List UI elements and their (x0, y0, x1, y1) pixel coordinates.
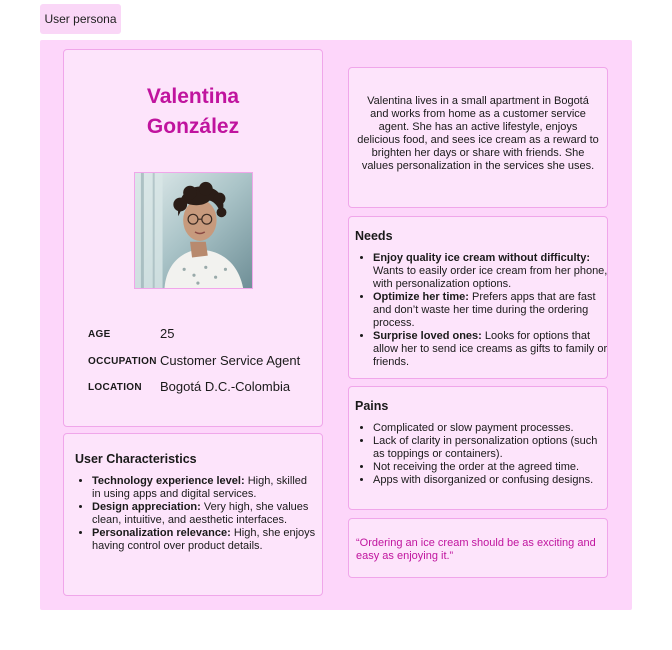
profile-card (63, 49, 323, 427)
item-heading: Personalization relevance: (92, 527, 231, 539)
list-item: • Complicated or slow payment processes. (373, 422, 609, 435)
occupation-value: Customer Service Agent (160, 353, 301, 368)
list-item (92, 527, 317, 553)
item-text: Wants to easily order ice cream from her phone, with personalization options. (373, 265, 608, 290)
item-heading: Surprise loved ones: (373, 330, 482, 342)
location-value: Bogotá D.C.-Colombia (160, 379, 291, 394)
item-heading: Optimize her time: (373, 291, 469, 303)
item-text: High, skilled in using apps and digital services. (92, 475, 307, 500)
list-item (373, 291, 609, 330)
characteristics-title: User Characteristics (75, 452, 197, 466)
quote-card (348, 518, 608, 578)
pains-list (357, 422, 609, 487)
item-text: Prefers apps that are fast and don’t waste her time during the ordering process. (373, 291, 596, 329)
list-item (373, 252, 609, 291)
persona-last-name: González (146, 115, 240, 138)
persona-photo (134, 172, 253, 289)
tab-label: User persona (44, 12, 117, 26)
item-text: High, she enjoys having control over product details. (92, 527, 316, 552)
pains-card (348, 386, 608, 510)
item-text: Very high, she values clean, intuitive, and aesthetic interfaces. (92, 501, 309, 526)
list-item: • Not receiving the order at the agreed time. (373, 461, 609, 474)
persona-portrait-image (135, 173, 252, 288)
persona-first-name: Valentina (146, 85, 240, 108)
bio-card (348, 67, 608, 208)
bio-text: Valentina lives in a small apartment in Bogotá and works from home as a customer service agent. She has an active lifestyle, enjoys delicious food, and sees ice cream as a reward to brighten her days or share with friends. She values personalization in the services she uses. (357, 95, 599, 172)
occupation-label: OCCUPATION (88, 356, 157, 367)
tab-user-persona[interactable] (40, 4, 121, 34)
list-item (92, 501, 317, 527)
needs-list (357, 252, 609, 369)
list-item (373, 330, 609, 369)
persona-name (64, 82, 322, 142)
item-heading: Technology experience level: (92, 475, 245, 487)
location-label: LOCATION (88, 382, 142, 393)
item-heading: Design appreciation: (92, 501, 201, 513)
pains-title: Pains (355, 399, 389, 413)
item-text: Looks for options that allow her to send ice creams as gifts to family or friends. (373, 330, 608, 368)
needs-title: Needs (355, 229, 393, 243)
list-item: • Lack of clarity in personalization options (such as toppings or containers). (373, 435, 609, 461)
needs-card (348, 216, 608, 379)
quote-text: “Ordering an ice cream should be as exciting and easy as enjoying it.” (356, 537, 596, 562)
age-value: 25 (160, 326, 175, 341)
list-item (92, 475, 317, 501)
age-label: AGE (88, 329, 111, 340)
list-item: • Apps with disorganized or confusing designs. (373, 474, 609, 487)
user-characteristics-card (63, 433, 323, 596)
item-heading: Enjoy quality ice cream without difficulty: (373, 252, 590, 264)
characteristics-list (76, 475, 317, 553)
